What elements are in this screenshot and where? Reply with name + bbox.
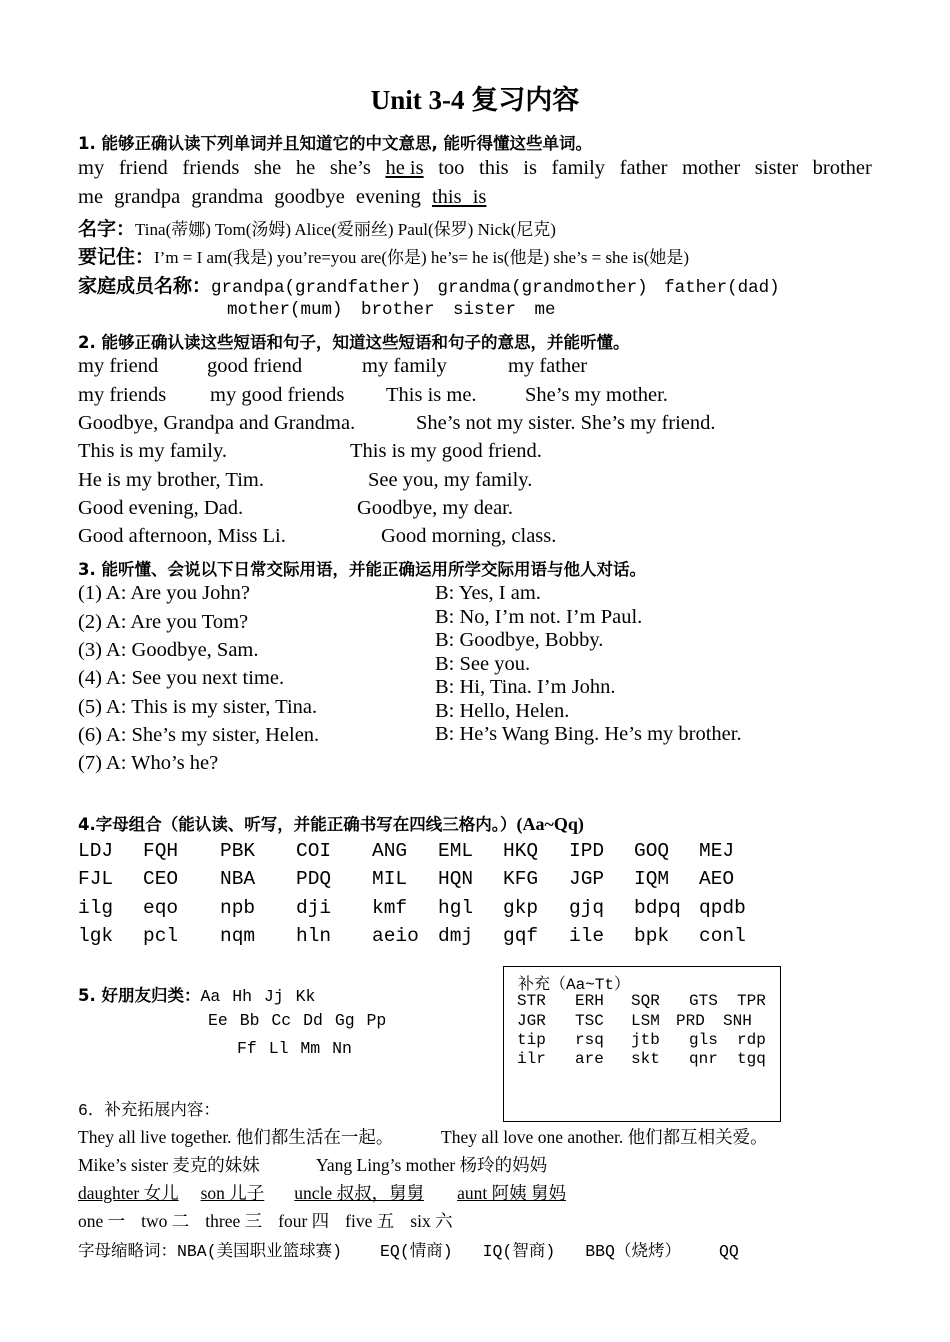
letter-group: IQM [634, 868, 670, 890]
phrase: my family [362, 355, 447, 377]
letter-group: FQH [143, 840, 179, 862]
word: family [551, 157, 606, 179]
dialogue-answer: B: Goodbye, Bobby. [435, 629, 604, 651]
word: evening [355, 186, 421, 208]
abbreviation: NBA(美国职业篮球赛) [177, 1242, 343, 1261]
word: grandma [191, 186, 264, 208]
letter-group: dmj [438, 925, 474, 947]
sentence: He is my brother, Tim. [78, 469, 264, 491]
extension-phrase: Mike’s sister 麦克的妹妹 [78, 1155, 260, 1175]
phrase: my good friends [210, 384, 345, 406]
dialogue-question: (3) A: Goodbye, Sam. [78, 639, 259, 661]
letter-group: eqo [143, 897, 179, 919]
letter-group: conl [699, 925, 746, 947]
family-members-line [78, 271, 780, 298]
supplement-group: LSM [631, 1012, 660, 1030]
letter-group: CEO [143, 868, 179, 890]
word: grandpa [114, 186, 181, 208]
word: sister [754, 157, 799, 179]
section-4-range: (Aa~Qq) [516, 814, 584, 834]
dialogue-answer: B: Yes, I am. [435, 582, 541, 604]
page-title: Unit 3-4 复习内容 [370, 85, 580, 115]
dialogue-answer: B: See you. [435, 653, 531, 675]
supplement-group: gls [689, 1031, 718, 1049]
section-3-heading: 3. 能听懂、会说以下日常交际用语，并能正确运用所学交际用语与他人对话。 [78, 560, 646, 579]
word: brother [812, 157, 872, 179]
section-2-heading: 2. 能够正确认读这些短语和句子，知道这些短语和句子的意思，并能听懂。 [78, 333, 630, 352]
names-label: 名字： [78, 218, 136, 240]
supplement-group: STR [517, 992, 546, 1010]
word: she’s [329, 157, 371, 179]
extension-sentence: They all live together. 他们都生活在一起。 [78, 1127, 394, 1147]
family-line-2: mother(mum) brother sister me [227, 300, 556, 320]
supplement-group: PRD [676, 1012, 705, 1030]
letter-group: kmf [372, 897, 408, 919]
word: is [523, 157, 537, 179]
word: this [479, 157, 509, 179]
supplement-group: rdp [737, 1031, 766, 1049]
number-word: six 六 [410, 1211, 453, 1231]
family-word: daughter 女儿 [78, 1183, 179, 1203]
letter-group: AEO [699, 868, 735, 890]
phrase: my friends [78, 384, 167, 406]
supplement-group: TPR [737, 992, 766, 1010]
supplement-title: 补充（Aa~Tt） [518, 976, 631, 994]
supplement-group: SQR [631, 992, 660, 1010]
letter-group: COI [296, 840, 332, 862]
section-4-heading-text: 4.字母组合（能认读、听写，并能正确书写在四线三格内。） [78, 815, 517, 834]
word: mother [682, 157, 741, 179]
abbreviation: BBQ（烧烤） [585, 1242, 681, 1261]
letter-group: PDQ [296, 868, 332, 890]
dialogue-question: (5) A: This is my sister, Tina. [78, 696, 318, 718]
abbreviations-line [78, 1237, 739, 1261]
family-word: son 儿子 [200, 1183, 265, 1203]
section-1-words-line-1 [78, 157, 872, 180]
letter-group: NBA [220, 868, 256, 890]
dialogue-question: (1) A: Are you John? [78, 582, 250, 604]
number-word: two 二 [141, 1211, 190, 1231]
friend-letters-3: Ff Ll Mm Nn [237, 1039, 352, 1058]
names-text: Tina(蒂娜) Tom(汤姆) Alice(爱丽丝) Paul(保罗) Nick(尼克) [135, 220, 556, 239]
letter-group: bpk [634, 925, 670, 947]
supplement-group: jtb [631, 1031, 660, 1049]
sentence: Goodbye, Grandpa and Grandma. [78, 412, 356, 434]
supplement-group: ilr [517, 1050, 546, 1068]
supplement-group: skt [631, 1050, 660, 1068]
sentence: Goodbye, my dear. [357, 497, 513, 519]
supplement-group: ERH [575, 992, 604, 1010]
word-underlined: he is [385, 157, 424, 179]
phrase: my father [508, 355, 588, 377]
word: friend [118, 157, 168, 179]
letter-group: hgl [438, 897, 474, 919]
sentence: She’s not my sister. She’s my friend. [416, 412, 716, 434]
section-5-label: 5. 好朋友归类： [78, 986, 201, 1005]
word: too [438, 157, 465, 179]
sentence: See you, my family. [368, 469, 533, 491]
letter-group: GOQ [634, 840, 670, 862]
supplement-group: JGR [517, 1012, 546, 1030]
letter-group: JGP [569, 868, 605, 890]
letter-group: hln [296, 925, 332, 947]
section-5-line-1 [78, 982, 315, 1006]
number-word: one 一 [78, 1211, 126, 1231]
family-line-1: grandpa(grandfather) grandma(grandmother) father(dad) [211, 278, 780, 298]
remember-text: I’m = I am(我是) you’re=you are(你是) he’s= he is(他是) she’s = she is(她是) [154, 248, 690, 267]
supplement-group: qnr [689, 1050, 718, 1068]
number-word: three 三 [205, 1211, 263, 1231]
extension-phrase: Yang Ling’s mother 杨玲的妈妈 [316, 1155, 548, 1175]
word: he [295, 157, 316, 179]
letter-group: HQN [438, 868, 474, 890]
family-words-line [78, 1180, 603, 1205]
letter-group: KFG [503, 868, 539, 890]
letter-group: ile [569, 925, 605, 947]
letter-group: PBK [220, 840, 256, 862]
dialogue-answer: B: He’s Wang Bing. He’s my brother. [435, 723, 742, 745]
abbreviation: QQ [718, 1242, 739, 1261]
section-4-heading [78, 811, 584, 835]
dialogue-question: (6) A: She’s my sister, Helen. [78, 724, 320, 746]
letter-group: pcl [143, 925, 179, 947]
letter-group: gjq [569, 897, 605, 919]
supplement-group: are [575, 1050, 604, 1068]
family-word: uncle 叔叔，舅舅 [294, 1183, 425, 1203]
dialogue-question: (7) A: Who’s he? [78, 752, 219, 774]
letter-group: ilg [78, 897, 114, 919]
letter-group: qpdb [699, 897, 746, 919]
letter-group: FJL [78, 868, 114, 890]
number-word: four 四 [278, 1211, 330, 1231]
numbers-line [78, 1208, 453, 1233]
phrase: This is me. [386, 384, 477, 406]
extension-sentence: They all love one another. 他们都互相关爱。 [441, 1127, 768, 1147]
supplement-group: TSC [575, 1012, 604, 1030]
word: goodbye [274, 186, 345, 208]
dialogue-answer: B: No, I’m not. I’m Paul. [435, 606, 643, 628]
letter-group: IPD [569, 840, 605, 862]
supplement-group: SNH [723, 1012, 752, 1030]
letter-group: LDJ [78, 840, 114, 862]
remember-line [78, 242, 689, 269]
letter-group: MIL [372, 868, 408, 890]
section-1-words-line-2 [78, 186, 486, 209]
letter-group: npb [220, 897, 256, 919]
sentence: Good afternoon, Miss Li. [78, 525, 286, 547]
supplement-group: rsq [575, 1031, 604, 1049]
supplement-box [503, 966, 781, 1122]
abbreviations-label: 字母缩略词： [78, 1242, 177, 1261]
supplement-group: GTS [689, 992, 718, 1010]
letter-group: lgk [78, 925, 114, 947]
supplement-group: tip [517, 1031, 546, 1049]
letter-group: gkp [503, 897, 539, 919]
letter-group: ANG [372, 840, 408, 862]
abbreviation: IQ(智商) [482, 1242, 556, 1261]
family-label: 家庭成员名称： [78, 275, 212, 297]
phrase: She’s my mother. [525, 384, 668, 406]
phrase: good friend [207, 355, 303, 377]
dialogue-question: (4) A: See you next time. [78, 667, 285, 689]
word-underlined: this is [431, 186, 487, 208]
names-line [78, 214, 556, 241]
phrase: my friend [78, 355, 159, 377]
dialogue-answer: B: Hi, Tina. I’m John. [435, 676, 616, 698]
letter-group: EML [438, 840, 474, 862]
number-word: five 五 [345, 1211, 395, 1231]
letter-group: MEJ [699, 840, 735, 862]
friend-letters-1: Aa Hh Jj Kk [200, 987, 316, 1006]
letter-group: HKQ [503, 840, 539, 862]
word: she [253, 157, 282, 179]
sentence: This is my family. [78, 440, 227, 462]
abbreviation: EQ(情商) [380, 1242, 453, 1261]
sentence: Good morning, class. [381, 525, 557, 547]
letter-group: gqf [503, 925, 539, 947]
letter-group: aeio [372, 925, 419, 947]
word: me [78, 186, 104, 208]
remember-label: 要记住： [78, 246, 155, 268]
section-6-heading: 6．补充拓展内容： [78, 1101, 220, 1120]
dialogue-answer: B: Hello, Helen. [435, 700, 570, 722]
sentence: Good evening, Dad. [78, 497, 244, 519]
section-1-heading: 1. 能够正确认读下列单词并且知道它的中文意思, 能听得懂这些单词。 [78, 134, 593, 153]
letter-group: bdpq [634, 897, 681, 919]
sentence: This is my good friend. [350, 440, 542, 462]
letter-group: dji [296, 897, 332, 919]
word: friends [182, 157, 240, 179]
dialogue-question: (2) A: Are you Tom? [78, 611, 249, 633]
letter-group: nqm [220, 925, 256, 947]
supplement-group: tgq [737, 1050, 766, 1068]
friend-letters-2: Ee Bb Cc Dd Gg Pp [208, 1011, 387, 1030]
family-word: aunt 阿姨 舅妈 [457, 1183, 566, 1203]
word: my [78, 157, 105, 179]
word: father [619, 157, 668, 179]
